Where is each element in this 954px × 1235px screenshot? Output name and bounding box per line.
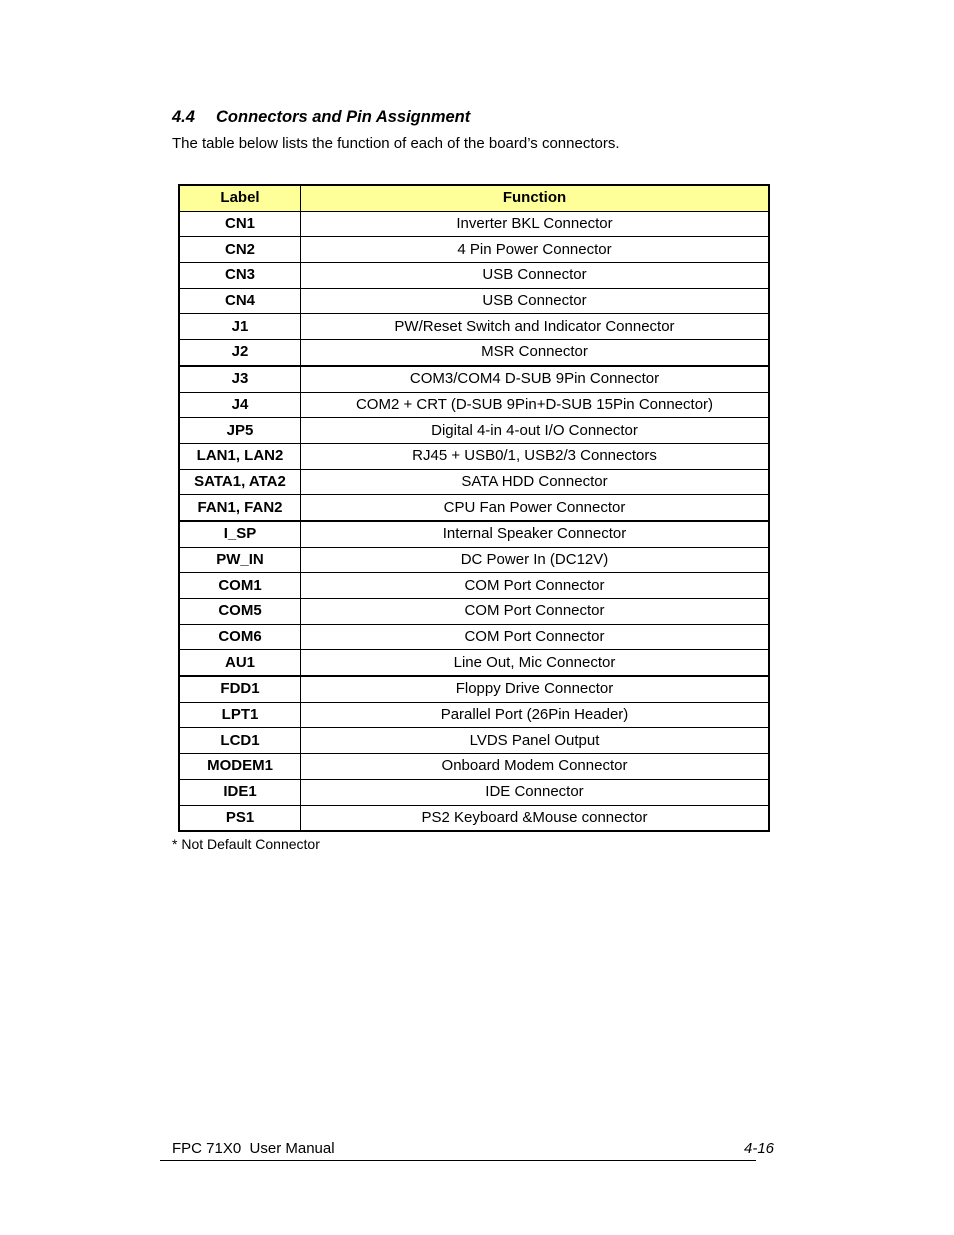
connector-function: Onboard Modem Connector: [301, 754, 770, 780]
connector-function: MSR Connector: [301, 340, 770, 366]
connector-function: Digital 4-in 4-out I/O Connector: [301, 418, 770, 444]
table-row: [179, 624, 769, 650]
footer-manual-title: FPC 71X0 User Manual: [172, 1140, 335, 1157]
connector-label: JP5: [179, 418, 301, 444]
connector-label: COM1: [179, 573, 301, 599]
table-row: [179, 521, 769, 547]
table-footnote: * Not Default Connector: [172, 836, 320, 852]
table-body: [179, 211, 769, 831]
table-row: [179, 676, 769, 702]
table-row: [179, 211, 769, 237]
connector-label: FDD1: [179, 676, 301, 702]
connector-label: J4: [179, 392, 301, 418]
connector-function: LVDS Panel Output: [301, 728, 770, 754]
function-column-header: Function: [301, 185, 770, 211]
connector-label: J3: [179, 366, 301, 392]
table-header-row: [179, 185, 769, 211]
table-row: [179, 547, 769, 573]
connector-label: CN4: [179, 288, 301, 314]
connector-label: PW_IN: [179, 547, 301, 573]
connector-function: COM3/COM4 D-SUB 9Pin Connector: [301, 366, 770, 392]
table-row: [179, 443, 769, 469]
connector-function: USB Connector: [301, 288, 770, 314]
table-row: [179, 702, 769, 728]
intro-paragraph: The table below lists the function of each of the board’s connectors.: [172, 135, 620, 152]
connector-label: CN2: [179, 237, 301, 263]
table-row: [179, 366, 769, 392]
connector-function: USB Connector: [301, 263, 770, 289]
connector-function: CPU Fan Power Connector: [301, 495, 770, 521]
connector-label: J2: [179, 340, 301, 366]
connector-function: COM2 + CRT (D-SUB 9Pin+D-SUB 15Pin Connector): [301, 392, 770, 418]
footer-divider: [160, 1160, 756, 1161]
table-row: [179, 754, 769, 780]
table-row: [179, 340, 769, 366]
connector-label: PS1: [179, 805, 301, 831]
connector-function: COM Port Connector: [301, 573, 770, 599]
table-row: [179, 418, 769, 444]
connector-function: PW/Reset Switch and Indicator Connector: [301, 314, 770, 340]
footer-page-number: 4-16: [744, 1140, 775, 1157]
connector-function: SATA HDD Connector: [301, 469, 770, 495]
table-row: [179, 495, 769, 521]
table-row: [179, 728, 769, 754]
table-row: [179, 650, 769, 676]
connector-function: Internal Speaker Connector: [301, 521, 770, 547]
connector-label: MODEM1: [179, 754, 301, 780]
connector-label: COM6: [179, 624, 301, 650]
section-title: Connectors and Pin Assignment: [216, 108, 471, 126]
connector-label: LAN1, LAN2: [179, 443, 301, 469]
connector-function: 4 Pin Power Connector: [301, 237, 770, 263]
connector-function: COM Port Connector: [301, 624, 770, 650]
label-column-header: Label: [179, 185, 301, 211]
connector-function: Line Out, Mic Connector: [301, 650, 770, 676]
table-row: [179, 263, 769, 289]
section-heading: [172, 108, 470, 127]
connector-label: CN1: [179, 211, 301, 237]
table-row: [179, 237, 769, 263]
connector-function: Parallel Port (26Pin Header): [301, 702, 770, 728]
connector-label: J1: [179, 314, 301, 340]
connector-label: I_SP: [179, 521, 301, 547]
section-number: 4.4: [172, 108, 195, 126]
connector-function: Floppy Drive Connector: [301, 676, 770, 702]
connector-function: Inverter BKL Connector: [301, 211, 770, 237]
connector-function: COM Port Connector: [301, 599, 770, 625]
table-row: [179, 599, 769, 625]
connector-function: RJ45 + USB0/1, USB2/3 Connectors: [301, 443, 770, 469]
table-row: [179, 392, 769, 418]
connector-function: DC Power In (DC12V): [301, 547, 770, 573]
connector-label: COM5: [179, 599, 301, 625]
table-row: [179, 469, 769, 495]
connector-label: LPT1: [179, 702, 301, 728]
table-row: [179, 779, 769, 805]
connector-table: [178, 184, 770, 832]
connector-label: LCD1: [179, 728, 301, 754]
table-row: [179, 573, 769, 599]
connector-label: AU1: [179, 650, 301, 676]
connector-function: PS2 Keyboard &Mouse connector: [301, 805, 770, 831]
connector-label: IDE1: [179, 779, 301, 805]
connector-label: SATA1, ATA2: [179, 469, 301, 495]
table-row: [179, 805, 769, 831]
connector-label: FAN1, FAN2: [179, 495, 301, 521]
table-row: [179, 314, 769, 340]
table-row: [179, 288, 769, 314]
connector-function: IDE Connector: [301, 779, 770, 805]
connector-label: CN3: [179, 263, 301, 289]
